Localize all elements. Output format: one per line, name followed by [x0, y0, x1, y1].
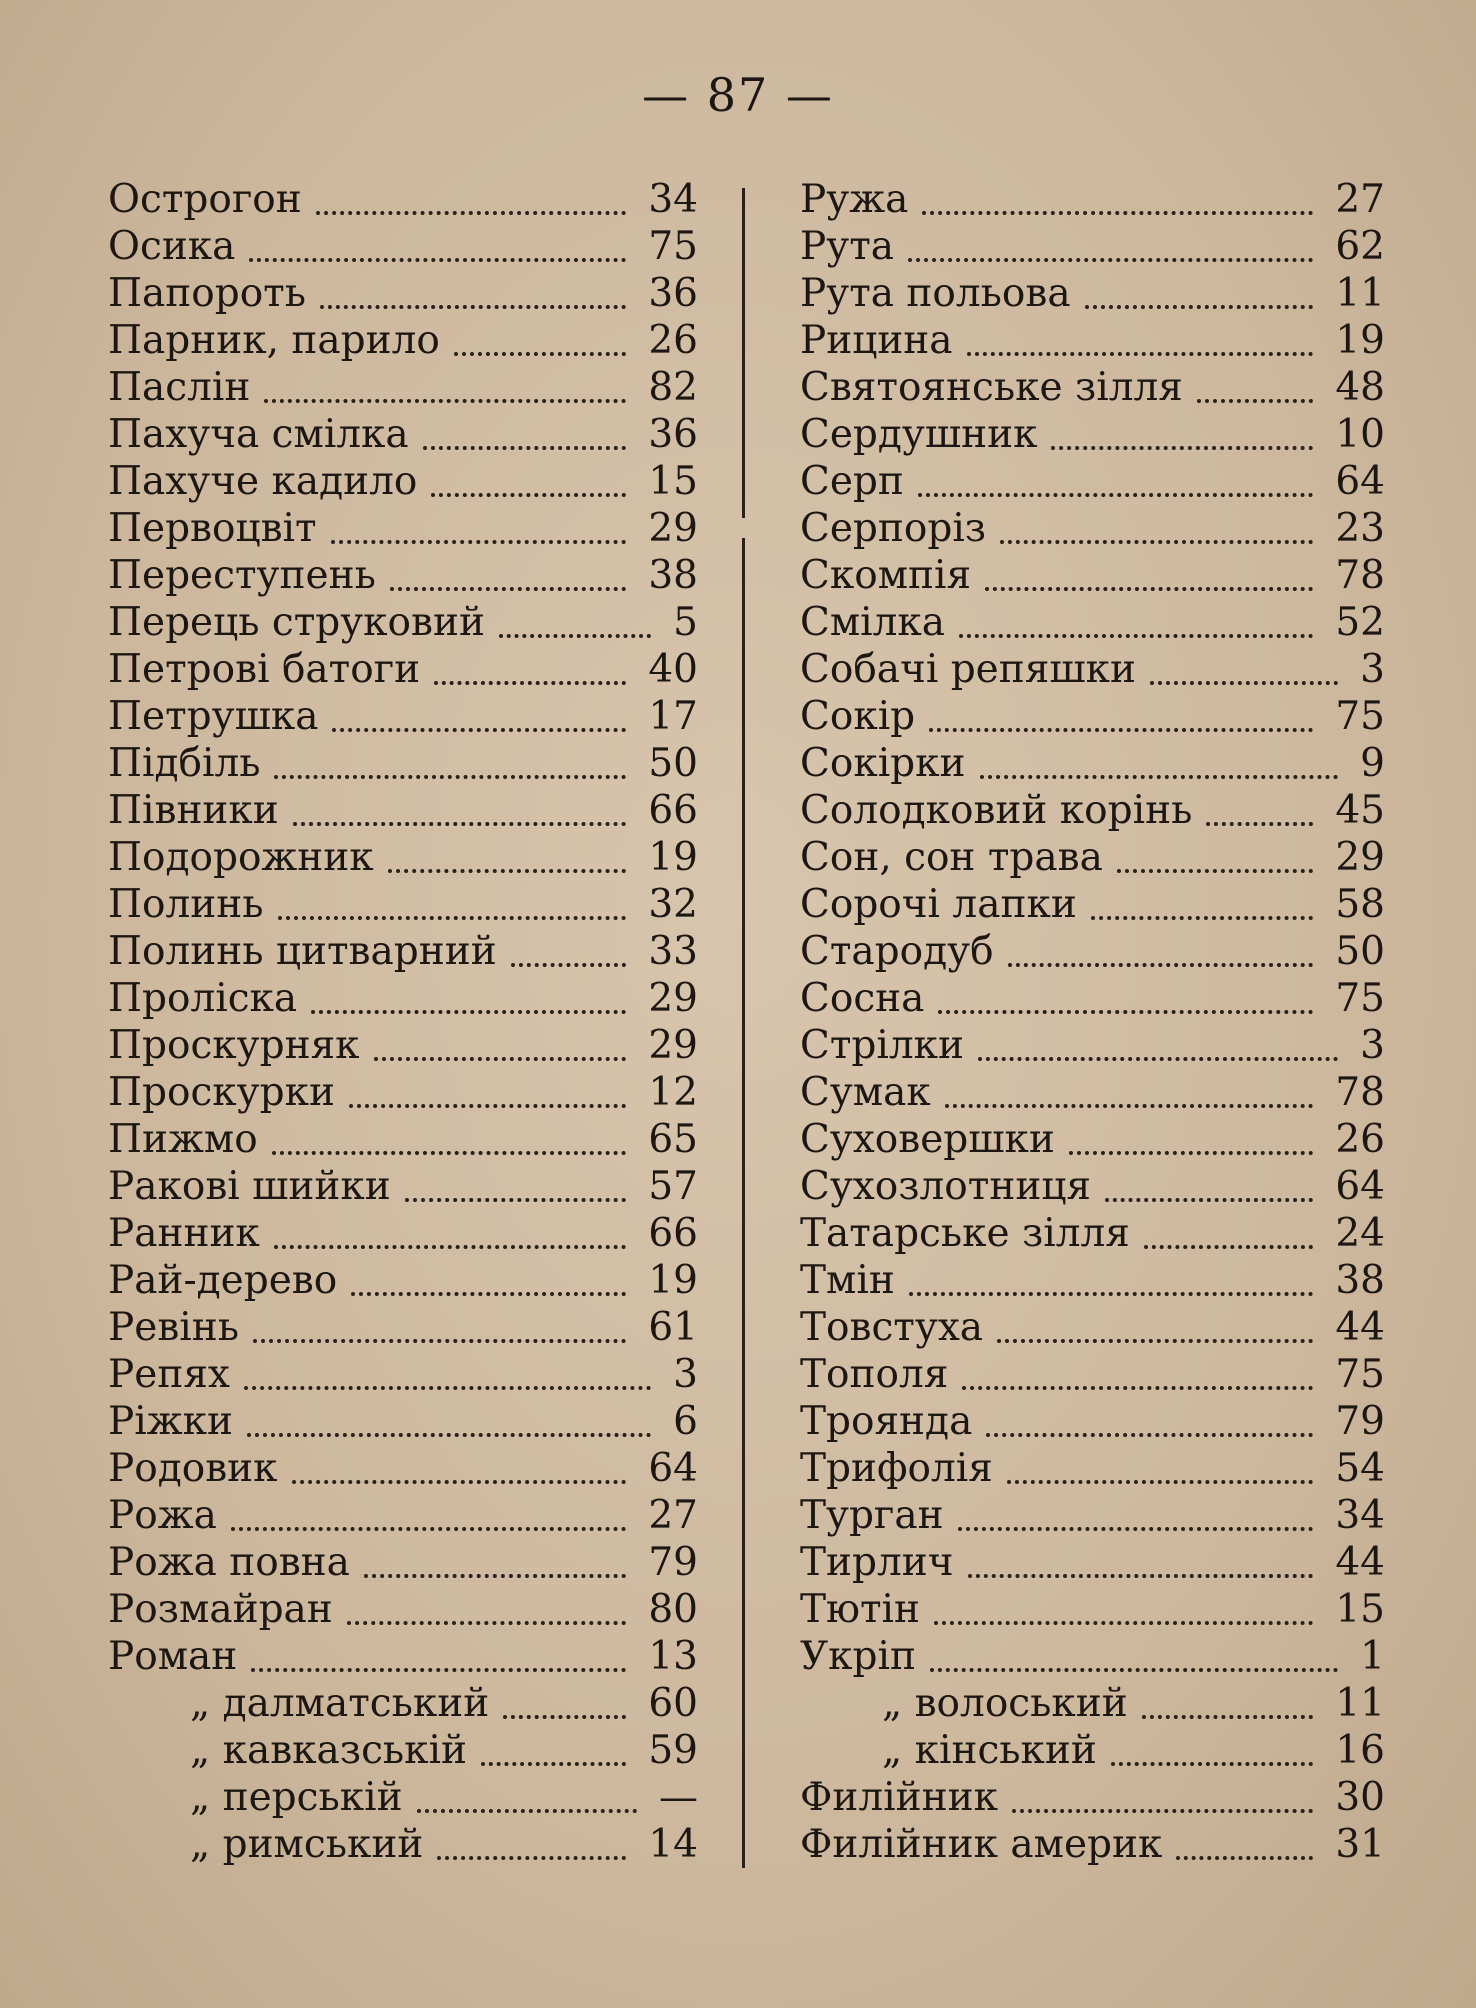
page-reference: 52	[1335, 600, 1385, 645]
dot-leader	[918, 446, 1313, 497]
dot-leader	[1144, 1198, 1313, 1249]
page-reference: 78	[1335, 553, 1385, 598]
dot-leader	[980, 728, 1338, 779]
dot-leader	[351, 1245, 626, 1296]
dot-leader	[264, 352, 626, 403]
page-reference: 40	[648, 647, 698, 692]
page-reference: 79	[1335, 1399, 1385, 1444]
index-term: Сосна	[800, 976, 925, 1021]
page-reference: 50	[1335, 929, 1385, 974]
page-reference: 17	[648, 694, 698, 739]
page-reference: 3	[673, 1352, 698, 1397]
index-term: Стрілки	[800, 1023, 964, 1068]
dot-leader	[968, 1527, 1313, 1578]
index-term: Рута	[800, 224, 895, 269]
page-reference: 32	[648, 882, 698, 927]
index-column-left	[108, 176, 698, 1868]
page-reference: 78	[1335, 1070, 1385, 1115]
page-reference: 66	[648, 788, 698, 833]
page-reference: —	[659, 1775, 698, 1820]
index-term: Серп	[800, 459, 904, 504]
dot-leader	[1091, 869, 1313, 920]
index-term: Татарське зілля	[800, 1211, 1130, 1256]
dot-leader	[364, 1527, 626, 1578]
index-term: Сокір	[800, 694, 916, 739]
dot-leader	[938, 963, 1313, 1014]
dot-leader	[945, 1057, 1313, 1108]
dot-leader	[349, 1057, 626, 1108]
index-term: Трифолія	[800, 1446, 993, 1491]
page-reference: 15	[648, 459, 698, 504]
dot-leader	[437, 1809, 626, 1860]
page-reference: 50	[648, 741, 698, 786]
dot-leader	[388, 822, 626, 873]
dot-leader	[417, 1762, 637, 1813]
index-term: Стародуб	[800, 929, 994, 974]
index-term: „ волоський	[882, 1681, 1128, 1726]
index-term: Парник, парило	[108, 318, 440, 363]
dot-leader	[1176, 1809, 1313, 1860]
dot-leader	[1051, 399, 1313, 450]
page-reference: 24	[1335, 1211, 1385, 1256]
page-reference: 82	[648, 365, 698, 410]
page-reference: 75	[648, 224, 698, 269]
index-term: Полинь	[108, 882, 264, 927]
page-reference: 27	[1335, 177, 1385, 222]
dot-leader	[374, 1010, 626, 1061]
dot-leader	[253, 1292, 626, 1343]
index-term: „ кавказській	[190, 1728, 467, 1773]
dot-leader	[1012, 1762, 1313, 1813]
index-term: Репях	[108, 1352, 230, 1397]
column-divider-bottom	[742, 538, 745, 1868]
page-reference: 61	[648, 1305, 698, 1350]
page-reference: 60	[648, 1681, 698, 1726]
index-term: Рицина	[800, 318, 953, 363]
index-term: Сон, сон трава	[800, 835, 1103, 880]
page-reference: 30	[1335, 1775, 1385, 1820]
index-term: Пижмо	[108, 1117, 258, 1162]
index-term: Первоцвіт	[108, 506, 317, 551]
index-term: Розмайран	[108, 1587, 333, 1632]
index-term: Перець струковий	[108, 600, 485, 645]
page-reference: 66	[648, 1211, 698, 1256]
page-reference: 16	[1335, 1728, 1385, 1773]
dot-leader	[1117, 822, 1313, 873]
page-reference: 14	[648, 1822, 698, 1867]
index-term: Пахуча смілка	[108, 412, 409, 457]
dot-leader	[405, 1151, 626, 1202]
page-reference: 26	[1335, 1117, 1385, 1162]
right-index-entry	[800, 1821, 1385, 1868]
index-term: Пахуче кадило	[108, 459, 418, 504]
index-term: Смілка	[800, 600, 946, 645]
index-term: Тирлич	[800, 1540, 954, 1585]
index-term: Роман	[108, 1634, 238, 1679]
page-reference: 58	[1335, 882, 1385, 927]
dot-leader	[390, 540, 626, 591]
index-term: Сорочі лапки	[800, 882, 1077, 927]
index-term: Родовик	[108, 1446, 278, 1491]
dot-leader	[244, 1339, 651, 1390]
dot-leader	[1007, 1433, 1313, 1484]
index-term: Сердушник	[800, 412, 1038, 457]
dot-leader	[499, 587, 651, 638]
page-reference: 64	[1335, 459, 1385, 504]
page-reference: 19	[648, 835, 698, 880]
page-reference: 27	[648, 1493, 698, 1538]
index-term: Сокірки	[800, 741, 966, 786]
dot-leader	[967, 305, 1313, 356]
dot-leader	[320, 258, 626, 309]
page-reference: 34	[648, 177, 698, 222]
page-reference: 80	[648, 1587, 698, 1632]
index-term: Осика	[108, 224, 236, 269]
page-reference: 44	[1335, 1540, 1385, 1585]
page-reference: 23	[1335, 506, 1385, 551]
index-term: Троянда	[800, 1399, 973, 1444]
index-term: Суховершки	[800, 1117, 1055, 1162]
dot-leader	[274, 728, 626, 779]
dot-leader	[1150, 634, 1338, 685]
page-reference: 33	[648, 929, 698, 974]
index-term: Товстуха	[800, 1305, 984, 1350]
index-term: Скомпія	[800, 553, 972, 598]
page-reference: 11	[1335, 1681, 1385, 1726]
dot-leader	[1197, 352, 1313, 403]
index-term: Сумак	[800, 1070, 931, 1115]
page-reference: 34	[1335, 1493, 1385, 1538]
dot-leader	[1206, 775, 1313, 826]
index-term: Проскурняк	[108, 1023, 360, 1068]
index-term: Острогон	[108, 177, 302, 222]
dot-leader	[1085, 258, 1313, 309]
dot-leader	[1105, 1151, 1313, 1202]
page-reference: 3	[1360, 1023, 1385, 1068]
page-reference: 75	[1335, 1352, 1385, 1397]
page-reference: 1	[1360, 1634, 1385, 1679]
index-term: Рута польова	[800, 271, 1071, 316]
index-term: Ракові шийки	[108, 1164, 391, 1209]
page-reference: 29	[648, 506, 698, 551]
index-term: Переступень	[108, 553, 376, 598]
dot-leader	[1111, 1715, 1313, 1766]
dot-leader	[958, 1480, 1313, 1531]
dot-leader	[1008, 916, 1313, 967]
dot-leader	[934, 1574, 1313, 1625]
page-reference: 6	[673, 1399, 698, 1444]
page-reference: 11	[1335, 271, 1385, 316]
dot-leader	[434, 634, 626, 685]
dot-leader	[962, 1339, 1313, 1390]
index-term: Укріп	[800, 1634, 916, 1679]
index-term: Ріжки	[108, 1399, 233, 1444]
index-term: Турган	[800, 1493, 944, 1538]
page-reference: 54	[1335, 1446, 1385, 1491]
page-number: — 87 —	[642, 68, 834, 122]
index-term: Ружа	[800, 177, 909, 222]
dot-leader	[511, 916, 626, 967]
page-reference: 3	[1360, 647, 1385, 692]
dot-leader	[278, 869, 626, 920]
index-term: Підбіль	[108, 741, 261, 786]
page-reference: 19	[1335, 318, 1385, 363]
page-reference: 79	[648, 1540, 698, 1585]
index-term: Рожа повна	[108, 1540, 350, 1585]
page-reference: 44	[1335, 1305, 1385, 1350]
dot-leader	[274, 1198, 626, 1249]
page-reference: 36	[648, 412, 698, 457]
index-term: „ римський	[190, 1822, 424, 1867]
dot-leader	[247, 1386, 651, 1437]
dot-leader	[292, 1433, 626, 1484]
index-term: Собачі репяшки	[800, 647, 1136, 692]
index-term: Проліска	[108, 976, 298, 1021]
dot-leader	[978, 1010, 1338, 1061]
dot-leader	[272, 1104, 626, 1155]
index-term: Тмін	[800, 1258, 895, 1303]
dot-leader	[316, 164, 626, 215]
index-term: Паслін	[108, 365, 251, 410]
dot-leader	[985, 540, 1313, 591]
dot-leader	[503, 1668, 626, 1719]
dot-leader	[331, 493, 626, 544]
page-reference: 10	[1335, 412, 1385, 457]
page-reference: 38	[1335, 1258, 1385, 1303]
index-term: Рай-дерево	[108, 1258, 338, 1303]
dot-leader	[930, 1621, 1338, 1672]
column-divider-top	[742, 188, 745, 518]
index-term: Рожа	[108, 1493, 217, 1538]
page-reference: 29	[648, 976, 698, 1021]
dot-leader	[347, 1574, 626, 1625]
page-reference: 26	[648, 318, 698, 363]
index-term: Тополя	[800, 1352, 949, 1397]
page-reference: 38	[648, 553, 698, 598]
index-term: „ перській	[190, 1775, 403, 1820]
page-reference: 19	[648, 1258, 698, 1303]
page-reference: 75	[1335, 976, 1385, 1021]
dot-leader	[922, 164, 1313, 215]
page-reference: 12	[648, 1070, 698, 1115]
index-term: Святоянське зілля	[800, 365, 1183, 410]
page-reference: 75	[1335, 694, 1385, 739]
left-index-entry	[108, 1821, 698, 1868]
page-reference: 31	[1335, 1822, 1385, 1867]
index-column-right	[800, 176, 1385, 1868]
index-term: Проскурки	[108, 1070, 335, 1115]
dot-leader	[454, 305, 626, 356]
dot-leader	[929, 681, 1313, 732]
index-term: Півники	[108, 788, 279, 833]
dot-leader	[909, 1245, 1313, 1296]
dot-leader	[1000, 493, 1313, 544]
dot-leader	[1069, 1104, 1313, 1155]
page-reference: 64	[648, 1446, 698, 1491]
dot-leader	[908, 211, 1313, 262]
page-reference: 29	[1335, 835, 1385, 880]
dot-leader	[249, 211, 626, 262]
dot-leader	[293, 775, 626, 826]
page-reference: 45	[1335, 788, 1385, 833]
index-term: „ далматський	[190, 1681, 490, 1726]
page-reference: 62	[1335, 224, 1385, 269]
dot-leader	[959, 587, 1313, 638]
page-reference: 48	[1335, 365, 1385, 410]
dot-leader	[431, 446, 626, 497]
index-term: Сухозлотниця	[800, 1164, 1092, 1209]
index-term: Филійник америк	[800, 1822, 1163, 1867]
dot-leader	[1142, 1668, 1313, 1719]
index-term: Солодковий корінь	[800, 788, 1193, 833]
dot-leader	[423, 399, 626, 450]
dot-leader	[231, 1480, 626, 1531]
index-term: Петрові батоги	[108, 647, 421, 692]
page-reference: 9	[1360, 741, 1385, 786]
page-reference: 15	[1335, 1587, 1385, 1632]
dot-leader	[481, 1715, 626, 1766]
index-term: „ кінський	[882, 1728, 1097, 1773]
dot-leader	[997, 1292, 1313, 1343]
index-term: Ранник	[108, 1211, 260, 1256]
page-reference: 57	[648, 1164, 698, 1209]
index-term: Ревінь	[108, 1305, 239, 1350]
page-reference: 29	[648, 1023, 698, 1068]
page-reference: 5	[673, 600, 698, 645]
index-term: Филійник	[800, 1775, 998, 1820]
page-reference: 64	[1335, 1164, 1385, 1209]
index-term: Полинь цитварний	[108, 929, 497, 974]
page-reference: 59	[648, 1728, 698, 1773]
index-term: Петрушка	[108, 694, 319, 739]
page-reference: 36	[648, 271, 698, 316]
index-term: Тютін	[800, 1587, 921, 1632]
dot-leader	[311, 963, 626, 1014]
dot-leader	[251, 1621, 626, 1672]
index-term: Папороть	[108, 271, 306, 316]
page-reference: 13	[648, 1634, 698, 1679]
page-reference: 65	[648, 1117, 698, 1162]
dot-leader	[986, 1386, 1313, 1437]
dot-leader	[332, 681, 626, 732]
index-term: Подорожник	[108, 835, 374, 880]
index-term: Серпоріз	[800, 506, 987, 551]
